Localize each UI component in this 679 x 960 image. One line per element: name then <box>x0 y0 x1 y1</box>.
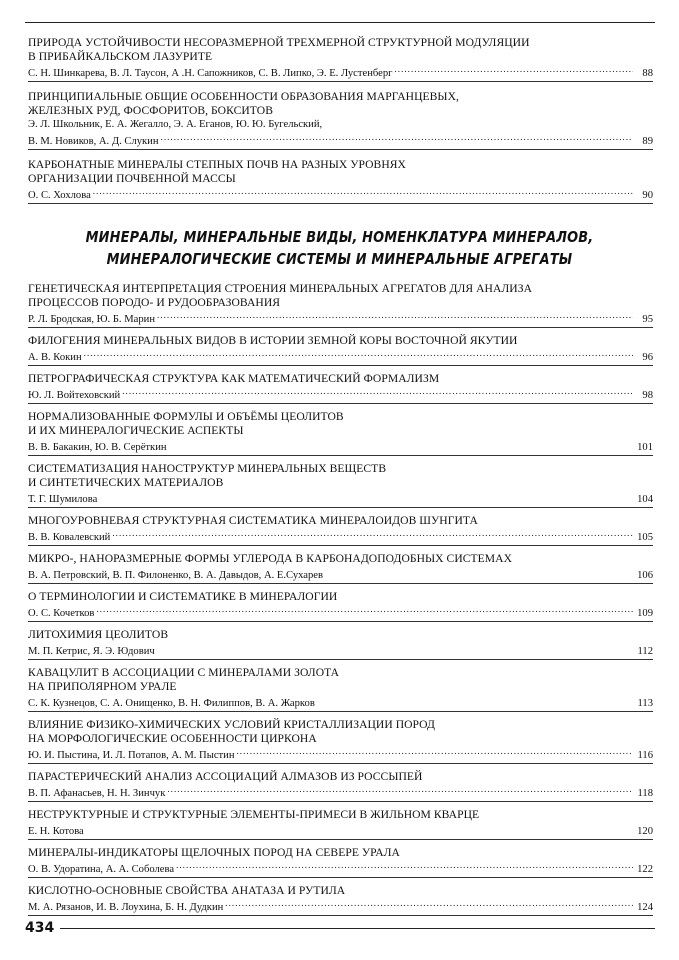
entry-authors-row <box>28 784 653 801</box>
toc-entry[interactable] <box>28 334 653 366</box>
entry-authors-row <box>28 310 653 327</box>
entry-authors-row <box>28 348 653 365</box>
entry-title-line: НА МОРФОЛОГИЧЕСКИЕ ОСОБЕННОСТИ ЦИРКОНА <box>28 732 317 745</box>
dot-leader <box>167 784 633 796</box>
dot-leader <box>317 694 633 706</box>
entry-title-line: КИСЛОТНО-ОСНОВНЫЕ СВОЙСТВА АНАТАЗА И РУТИЛА <box>28 884 346 897</box>
entry-authors-row <box>28 438 653 455</box>
dot-leader <box>169 438 633 450</box>
entry-page-number: 120 <box>637 826 653 837</box>
toc-entry[interactable] <box>28 666 653 712</box>
entry-title-line: И СИНТЕТИЧЕСКИХ МАТЕРИАЛОВ <box>28 476 224 489</box>
entry-authors-row <box>28 64 653 81</box>
entry-page-number: 113 <box>637 698 653 709</box>
dot-leader <box>161 132 633 144</box>
entry-authors: О. В. Удоратина, А. А. Соболева <box>28 864 175 875</box>
entry-authors-row <box>28 860 653 877</box>
entry-authors-row <box>28 186 653 203</box>
entry-title-line: МИКРО-, НАНОРАЗМЕРНЫЕ ФОРМЫ УГЛЕРОДА В КАРБОНАДОПОДОБНЫХ СИСТЕМАХ <box>28 552 512 565</box>
toc-section-group <box>28 282 653 922</box>
entry-authors-row <box>28 132 653 149</box>
entry-authors: Э. Л. Школьник, Е. А. Жегалло, Э. А. Еганов, Ю. Ю. Бугельский, <box>28 119 323 130</box>
toc-entry[interactable] <box>28 90 653 150</box>
dot-leader <box>93 186 633 198</box>
entry-page-number: 89 <box>642 136 653 147</box>
entry-authors: М. П. Кетрис, Я. Э. Юдович <box>28 646 155 657</box>
entry-title-line: ПЕТРОГРАФИЧЕСКАЯ СТРУКТУРА КАК МАТЕМАТИЧЕСКИЙ ФОРМАЛИЗМ <box>28 372 440 385</box>
toc-entry[interactable] <box>28 718 653 764</box>
dot-leader <box>394 64 633 76</box>
top-rule <box>25 22 655 23</box>
entry-title-line: МНОГОУРОВНЕВАЯ СТРУКТУРНАЯ СИСТЕМАТИКА МИНЕРАЛОИДОВ ШУНГИТА <box>28 514 478 527</box>
entry-title-line: ОРГАНИЗАЦИИ ПОЧВЕННОЙ МАССЫ <box>28 172 236 185</box>
entry-page-number: 104 <box>637 494 653 505</box>
entry-page-number: 112 <box>637 646 653 657</box>
entry-title-line: КАВАЦУЛИТ В АССОЦИАЦИИ С МИНЕРАЛАМИ ЗОЛОТА <box>28 666 340 679</box>
entry-title-line: В ПРИБАЙКАЛЬСКОМ ЛАЗУРИТЕ <box>28 50 213 63</box>
entry-authors: С. Н. Шинкарева, В. Л. Таусон, А .Н. Сапожников, С. В. Липко, Э. Е. Лустенберг <box>28 68 393 79</box>
toc-top-group <box>28 36 653 212</box>
entry-page-number: 106 <box>637 570 653 581</box>
dot-leader <box>157 310 633 322</box>
entry-page-number: 101 <box>637 442 653 453</box>
entry-authors-row <box>28 118 653 132</box>
toc-entry[interactable] <box>28 36 653 82</box>
entry-page-number: 98 <box>642 390 653 401</box>
dot-leader <box>84 348 633 360</box>
section-heading-line-1: МИНЕРАЛЫ, МИНЕРАЛЬНЫЕ ВИДЫ, НОМЕНКЛАТУРА МИНЕРАЛОВ, <box>85 228 594 246</box>
entry-authors: В. М. Новиков, А. Д. Слукин <box>28 136 159 147</box>
entry-page-number: 124 <box>637 902 653 913</box>
toc-entry[interactable] <box>28 884 653 916</box>
entry-title-line: ПРИРОДА УСТОЙЧИВОСТИ НЕСОРАЗМЕРНОЙ ТРЕХМЕРНОЙ СТРУКТУРНОЙ МОДУЛЯЦИИ <box>28 36 530 49</box>
toc-entry[interactable] <box>28 628 653 660</box>
entry-authors-row <box>28 898 653 915</box>
toc-entry[interactable] <box>28 410 653 456</box>
entry-authors-row <box>28 604 653 621</box>
entry-title-line: МИНЕРАЛЫ-ИНДИКАТОРЫ ЩЕЛОЧНЫХ ПОРОД НА СЕВЕРЕ УРАЛА <box>28 846 400 859</box>
dot-leader <box>176 860 633 872</box>
toc-entry[interactable] <box>28 514 653 546</box>
entry-authors: В. В. Ковалевский <box>28 532 111 543</box>
toc-entry[interactable] <box>28 462 653 508</box>
entry-page-number: 96 <box>642 352 653 363</box>
entry-authors: Т. Г. Шумилова <box>28 494 98 505</box>
entry-page-number: 90 <box>642 190 653 201</box>
page-number: 434 <box>25 920 55 936</box>
toc-entry[interactable] <box>28 590 653 622</box>
entry-authors: О. С. Хохлова <box>28 190 91 201</box>
entry-authors: Р. Л. Бродская, Ю. Б. Марин <box>28 314 155 325</box>
entry-authors-row <box>28 528 653 545</box>
entry-page-number: 122 <box>637 864 653 875</box>
entry-authors-row <box>28 746 653 763</box>
entry-title-line: ЖЕЛЕЗНЫХ РУД, ФОСФОРИТОВ, БОКСИТОВ <box>28 104 273 117</box>
entry-title-line: ГЕНЕТИЧЕСКАЯ ИНТЕРПРЕТАЦИЯ СТРОЕНИЯ МИНЕРАЛЬНЫХ АГРЕГАТОВ ДЛЯ АНАЛИЗА <box>28 282 532 295</box>
entry-page-number: 95 <box>642 314 653 325</box>
toc-entry[interactable] <box>28 282 653 328</box>
entry-authors: В. А. Петровский, В. П. Филоненко, В. А. Давыдов, А. Е.Сухарев <box>28 570 323 581</box>
entry-authors: Е. Н. Котова <box>28 826 84 837</box>
entry-authors: О. С. Кочетков <box>28 608 95 619</box>
entry-title-line: О ТЕРМИНОЛОГИИ И СИСТЕМАТИКЕ В МИНЕРАЛОГИИ <box>28 590 338 603</box>
toc-entry[interactable] <box>28 158 653 204</box>
dot-leader <box>225 898 633 910</box>
section-heading <box>48 226 632 270</box>
entry-page-number: 109 <box>637 608 653 619</box>
entry-authors-row <box>28 386 653 403</box>
entry-page-number: 116 <box>637 750 653 761</box>
entry-authors: В. П. Афанасьев, Н. Н. Зинчук <box>28 788 166 799</box>
entry-authors: М. А. Рязанов, И. В. Лоухина, Б. Н. Дудкин <box>28 902 224 913</box>
entry-authors-row <box>28 490 653 507</box>
toc-entry[interactable] <box>28 808 653 840</box>
section-heading-line-2: МИНЕРАЛОГИЧЕСКИЕ СИСТЕМЫ И МИНЕРАЛЬНЫЕ АГРЕГАТЫ <box>106 250 573 268</box>
dot-leader <box>86 822 633 834</box>
entry-authors: А. В. Кокин <box>28 352 82 363</box>
entry-authors-row <box>28 566 653 583</box>
dot-leader <box>237 746 634 758</box>
entry-page-number: 105 <box>637 532 653 543</box>
entry-authors-row <box>28 642 653 659</box>
entry-title-line: ПРИНЦИПИАЛЬНЫЕ ОБЩИЕ ОСОБЕННОСТИ ОБРАЗОВАНИЯ МАРГАНЦЕВЫХ, <box>28 90 459 103</box>
toc-entry[interactable] <box>28 372 653 404</box>
entry-title-line: И ИХ МИНЕРАЛОГИЧЕСКИЕ АСПЕКТЫ <box>28 424 244 437</box>
dot-leader <box>325 566 633 578</box>
entry-title-line: ПАРАСТЕРИЧЕСКИЙ АНАЛИЗ АССОЦИАЦИЙ АЛМАЗОВ ИЗ РОССЫПЕЙ <box>28 770 423 783</box>
dot-leader <box>99 490 633 502</box>
toc-entry[interactable] <box>28 846 653 878</box>
dot-leader <box>122 386 633 398</box>
entry-authors: Ю. Л. Войтеховский <box>28 390 121 401</box>
entry-title-line: ЛИТОХИМИЯ ЦЕОЛИТОВ <box>28 628 169 641</box>
dot-leader <box>112 528 633 540</box>
entry-title-line: ПРОЦЕССОВ ПОРОДО- И РУДООБРАЗОВАНИЯ <box>28 296 281 309</box>
toc-entry[interactable] <box>28 552 653 584</box>
entry-title-line: НЕСТРУКТУРНЫЕ И СТРУКТУРНЫЕ ЭЛЕМЕНТЫ-ПРИМЕСИ В ЖИЛЬНОМ КВАРЦЕ <box>28 808 480 821</box>
entry-authors: Ю. И. Пыстина, И. Л. Потапов, А. М. Пыстин <box>28 750 235 761</box>
dot-leader <box>157 642 633 654</box>
entry-title-line: КАРБОНАТНЫЕ МИНЕРАЛЫ СТЕПНЫХ ПОЧВ НА РАЗНЫХ УРОВНЯХ <box>28 158 406 171</box>
page-footer <box>25 920 655 936</box>
entry-authors-row <box>28 822 653 839</box>
entry-title-line: СИСТЕМАТИЗАЦИЯ НАНОСТРУКТУР МИНЕРАЛЬНЫХ ВЕЩЕСТВ <box>28 462 387 475</box>
entry-title-line: ВЛИЯНИЕ ФИЗИКО-ХИМИЧЕСКИХ УСЛОВИЙ КРИСТАЛЛИЗАЦИИ ПОРОД <box>28 718 435 731</box>
dot-leader <box>96 604 633 616</box>
entry-title-line: НА ПРИПОЛЯРНОМ УРАЛЕ <box>28 680 177 693</box>
footer-rule <box>60 928 655 929</box>
entry-page-number: 88 <box>642 68 653 79</box>
entry-authors: В. В. Бакакин, Ю. В. Серёткин <box>28 442 167 453</box>
entry-title-line: НОРМАЛИЗОВАННЫЕ ФОРМУЛЫ И ОБЪЁМЫ ЦЕОЛИТОВ <box>28 410 344 423</box>
entry-page-number: 118 <box>637 788 653 799</box>
entry-authors: С. К. Кузнецов, С. А. Онищенко, В. Н. Филиппов, В. А. Жарков <box>28 698 315 709</box>
toc-entry[interactable] <box>28 770 653 802</box>
entry-authors-row <box>28 694 653 711</box>
entry-title-line: ФИЛОГЕНИЯ МИНЕРАЛЬНЫХ ВИДОВ В ИСТОРИИ ЗЕМНОЙ КОРЫ ВОСТОЧНОЙ ЯКУТИИ <box>28 334 518 347</box>
